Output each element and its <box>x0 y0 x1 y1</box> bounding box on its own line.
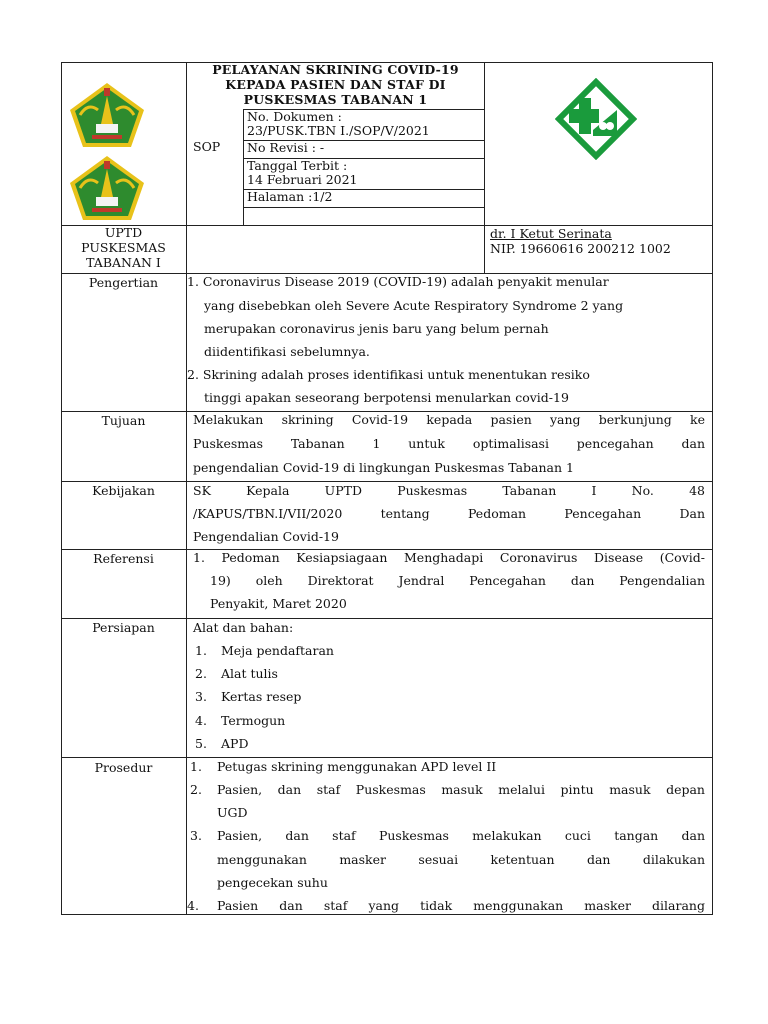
tujuan-line: pengendalian Covid-19 di lingkungan Puskesmas Tabanan 1 <box>193 460 574 475</box>
persiapan-item: Kertas resep <box>221 689 302 704</box>
pengertian-line: 2. Skrining adalah proses identifikasi untuk menentukan resiko <box>187 367 590 382</box>
pengertian-line: yang disebebkan oleh Severe Acute Respiratory Syndrome 2 yang <box>204 298 624 313</box>
kebijakan-line: Pengendalian Covid-19 <box>193 529 339 544</box>
divider <box>61 618 713 619</box>
persiapan-item-number: 1. <box>195 643 207 658</box>
referensi-line: Penyakit, Maret 2020 <box>210 596 347 611</box>
divider <box>61 481 713 482</box>
pengertian-line: 1. Coronavirus Disease 2019 (COVID-19) adalah penyakit menular <box>187 274 609 289</box>
revision-number: No Revisi : - <box>247 140 325 155</box>
document-number-label: No. Dokumen : <box>247 109 342 124</box>
pengertian-line: merupakan coronavirus jenis baru yang belum pernah <box>204 321 549 336</box>
divider <box>243 109 244 225</box>
persiapan-item-number: 4. <box>195 713 207 728</box>
prosedur-line: Pasien, dan staf Puskesmas masuk melalui pintu masuk depan <box>217 782 705 797</box>
persiapan-item: Alat tulis <box>221 666 278 681</box>
divider <box>243 207 484 208</box>
persiapan-item-number: 2. <box>195 666 207 681</box>
persiapan-item-number: 3. <box>195 689 207 704</box>
prosedur-step-number: 1. <box>190 759 202 774</box>
document-title-line-1: PELAYANAN SKRINING COVID-19 <box>212 62 459 77</box>
persiapan-intro: Alat dan bahan: <box>193 620 294 635</box>
issue-date-label: Tanggal Terbit : <box>247 158 348 173</box>
divider <box>61 757 713 758</box>
regional-emblem-bottom <box>66 153 148 223</box>
head-name: dr. I Ketut Serinata <box>490 226 612 241</box>
tujuan-line: Puskesmas Tabanan 1 untuk optimalisasi pencegahan dan <box>193 436 705 451</box>
persiapan-item-number: 5. <box>195 736 207 751</box>
pengertian-line: tinggi apakan seseorang berpotensi menularkan covid-19 <box>204 390 569 405</box>
puskesmas-logo <box>555 78 637 160</box>
regional-emblem-top <box>66 80 148 150</box>
referensi-line: 1. Pedoman Kesiapsiagaan Menghadapi Coronavirus Disease (Covid- <box>193 550 705 565</box>
document-title-line-3: PUSKESMAS TABANAN 1 <box>243 92 428 107</box>
persiapan-item: Meja pendaftaran <box>221 643 334 658</box>
section-label-tujuan: Tujuan <box>101 413 146 428</box>
prosedur-line: Petugas skrining menggunakan APD level II <box>217 759 497 774</box>
kebijakan-line: SK Kepala UPTD Puskesmas Tabanan I No. 48 <box>193 483 705 498</box>
prosedur-line: UGD <box>217 805 248 820</box>
head-nip: NIP. 19660616 200212 1002 <box>490 241 671 256</box>
section-label-prosedur: Prosedur <box>94 760 153 775</box>
pengertian-line: diidentifikasi sebelumnya. <box>204 344 370 359</box>
divider <box>61 225 713 226</box>
divider <box>186 62 187 915</box>
divider <box>484 62 485 273</box>
prosedur-step-number: 3. <box>190 828 202 843</box>
sop-label: SOP <box>193 139 221 154</box>
prosedur-line: menggunakan masker sesuai ketentuan dan dilakukan <box>217 852 705 867</box>
page-number: Halaman :1/2 <box>247 189 333 204</box>
issue-date-value: 14 Februari 2021 <box>247 172 358 187</box>
org-name-line-1: UPTD <box>104 225 143 240</box>
persiapan-item: Termogun <box>221 713 286 728</box>
prosedur-step-number: 2. <box>190 782 202 797</box>
section-label-referensi: Referensi <box>93 551 154 566</box>
section-label-kebijakan: Kebijakan <box>92 483 155 498</box>
document-number-value: 23/PUSK.TBN I./SOP/V/2021 <box>247 123 430 138</box>
prosedur-step-number: 4. <box>187 898 199 913</box>
document-title-line-2: KEPADA PASIEN DAN STAF DI <box>225 77 446 92</box>
prosedur-line: Pasien dan staf yang tidak menggunakan masker dilarang <box>217 898 705 913</box>
org-name-line-2: PUSKESMAS <box>81 240 166 255</box>
section-label-pengertian: Pengertian <box>88 275 159 290</box>
referensi-line: 19) oleh Direktorat Jendral Pencegahan dan Pengendalian <box>210 573 705 588</box>
prosedur-line: pengecekan suhu <box>217 875 328 890</box>
prosedur-line: Pasien, dan staf Puskesmas melakukan cuci tangan dan <box>217 828 705 843</box>
kebijakan-line: /KAPUS/TBN.I/VII/2020 tentang Pedoman Pencegahan Dan <box>193 506 705 521</box>
org-name-line-3: TABANAN I <box>86 255 161 270</box>
tujuan-line: Melakukan skrining Covid-19 kepada pasien yang berkunjung ke <box>193 412 705 427</box>
persiapan-item: APD <box>221 736 249 751</box>
section-label-persiapan: Persiapan <box>92 620 155 635</box>
